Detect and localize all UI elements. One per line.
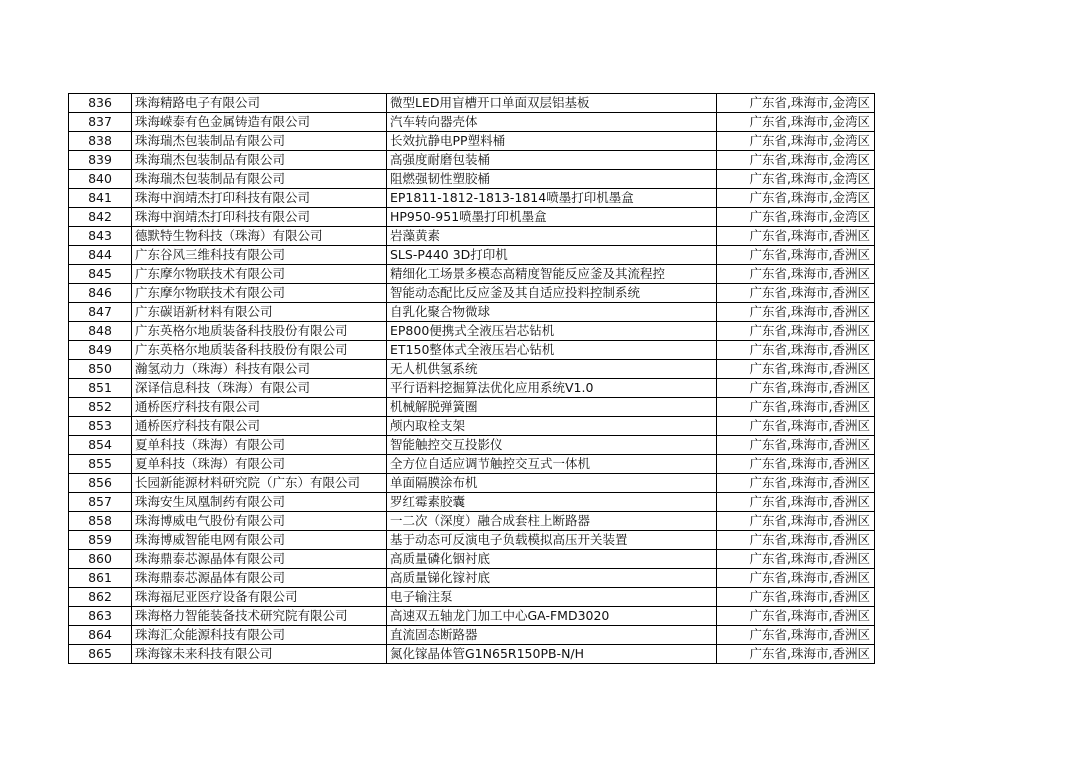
company-name-cell: 珠海博威智能电网有限公司 xyxy=(132,531,387,550)
table-row xyxy=(69,436,875,455)
table-row xyxy=(69,341,875,360)
company-name-cell: 通桥医疗科技有限公司 xyxy=(132,398,387,417)
product-name-cell: 平行语料挖掘算法优化应用系统V1.0 xyxy=(387,379,717,398)
product-name-cell: 氮化镓晶体管G1N65R150PB-N/H xyxy=(387,645,717,664)
region-cell: 广东省,珠海市,香洲区 xyxy=(717,417,875,436)
row-number-cell: 861 xyxy=(69,569,132,588)
table-row xyxy=(69,398,875,417)
row-number-cell: 854 xyxy=(69,436,132,455)
row-number-cell: 859 xyxy=(69,531,132,550)
product-name-cell: 全方位自适应调节触控交互式一体机 xyxy=(387,455,717,474)
table-row xyxy=(69,170,875,189)
product-name-cell: 高质量磷化铟衬底 xyxy=(387,550,717,569)
company-name-cell: 夏单科技（珠海）有限公司 xyxy=(132,455,387,474)
table-row xyxy=(69,626,875,645)
row-number-cell: 865 xyxy=(69,645,132,664)
region-cell: 广东省,珠海市,金湾区 xyxy=(717,170,875,189)
product-name-cell: EP1811-1812-1813-1814喷墨打印机墨盒 xyxy=(387,189,717,208)
table-row xyxy=(69,303,875,322)
product-name-cell: 汽车转向器壳体 xyxy=(387,113,717,132)
company-name-cell: 珠海瑞杰包装制品有限公司 xyxy=(132,151,387,170)
product-name-cell: 高速双五轴龙门加工中心GA-FMD3020 xyxy=(387,607,717,626)
company-name-cell: 深译信息科技（珠海）有限公司 xyxy=(132,379,387,398)
company-name-cell: 珠海嵘泰有色金属铸造有限公司 xyxy=(132,113,387,132)
region-cell: 广东省,珠海市,香洲区 xyxy=(717,398,875,417)
table-row xyxy=(69,113,875,132)
table-row xyxy=(69,284,875,303)
region-cell: 广东省,珠海市,香洲区 xyxy=(717,512,875,531)
row-number-cell: 839 xyxy=(69,151,132,170)
region-cell: 广东省,珠海市,香洲区 xyxy=(717,531,875,550)
row-number-cell: 837 xyxy=(69,113,132,132)
row-number-cell: 863 xyxy=(69,607,132,626)
company-name-cell: 珠海中润靖杰打印科技有限公司 xyxy=(132,189,387,208)
table-row xyxy=(69,493,875,512)
row-number-cell: 845 xyxy=(69,265,132,284)
table-row xyxy=(69,265,875,284)
company-name-cell: 珠海格力智能装备技术研究院有限公司 xyxy=(132,607,387,626)
product-name-cell: 高强度耐磨包装桶 xyxy=(387,151,717,170)
region-cell: 广东省,珠海市,香洲区 xyxy=(717,645,875,664)
company-name-cell: 珠海瑞杰包装制品有限公司 xyxy=(132,132,387,151)
product-name-cell: 长效抗静电PP塑料桶 xyxy=(387,132,717,151)
region-cell: 广东省,珠海市,香洲区 xyxy=(717,227,875,246)
table-row xyxy=(69,132,875,151)
region-cell: 广东省,珠海市,金湾区 xyxy=(717,151,875,170)
region-cell: 广东省,珠海市,香洲区 xyxy=(717,455,875,474)
row-number-cell: 857 xyxy=(69,493,132,512)
company-name-cell: 广东碳语新材料有限公司 xyxy=(132,303,387,322)
table-row xyxy=(69,588,875,607)
region-cell: 广东省,珠海市,金湾区 xyxy=(717,189,875,208)
product-name-cell: SLS-P440 3D打印机 xyxy=(387,246,717,265)
company-name-cell: 珠海鼎泰芯源晶体有限公司 xyxy=(132,550,387,569)
company-name-cell: 广东英格尔地质装备科技股份有限公司 xyxy=(132,341,387,360)
table-row xyxy=(69,417,875,436)
region-cell: 广东省,珠海市,香洲区 xyxy=(717,360,875,379)
row-number-cell: 855 xyxy=(69,455,132,474)
row-number-cell: 852 xyxy=(69,398,132,417)
company-name-cell: 珠海瑞杰包装制品有限公司 xyxy=(132,170,387,189)
table-row xyxy=(69,455,875,474)
row-number-cell: 838 xyxy=(69,132,132,151)
table-row xyxy=(69,208,875,227)
product-name-cell: 颅内取栓支架 xyxy=(387,417,717,436)
row-number-cell: 849 xyxy=(69,341,132,360)
region-cell: 广东省,珠海市,香洲区 xyxy=(717,493,875,512)
table-row xyxy=(69,512,875,531)
region-cell: 广东省,珠海市,香洲区 xyxy=(717,303,875,322)
company-name-cell: 珠海中润靖杰打印科技有限公司 xyxy=(132,208,387,227)
company-name-cell: 夏单科技（珠海）有限公司 xyxy=(132,436,387,455)
product-name-cell: 一二次（深度）融合成套柱上断路器 xyxy=(387,512,717,531)
table-row xyxy=(69,569,875,588)
product-name-cell: 微型LED用盲槽开口单面双层铝基板 xyxy=(387,94,717,113)
table-row xyxy=(69,227,875,246)
product-name-cell: 基于动态可反演电子负载模拟高压开关装置 xyxy=(387,531,717,550)
region-cell: 广东省,珠海市,香洲区 xyxy=(717,341,875,360)
product-name-cell: EP800便携式全液压岩芯钻机 xyxy=(387,322,717,341)
row-number-cell: 846 xyxy=(69,284,132,303)
company-name-cell: 珠海博威电气股份有限公司 xyxy=(132,512,387,531)
product-name-cell: 单面隔膜涂布机 xyxy=(387,474,717,493)
product-name-cell: 机械解脱弹簧圈 xyxy=(387,398,717,417)
company-name-cell: 珠海镓未来科技有限公司 xyxy=(132,645,387,664)
table-row xyxy=(69,246,875,265)
table-row xyxy=(69,550,875,569)
region-cell: 广东省,珠海市,香洲区 xyxy=(717,588,875,607)
table-body xyxy=(69,94,875,664)
table-row xyxy=(69,94,875,113)
product-name-cell: 阻燃强韧性塑胶桶 xyxy=(387,170,717,189)
product-name-cell: 罗红霉素胶囊 xyxy=(387,493,717,512)
region-cell: 广东省,珠海市,香洲区 xyxy=(717,265,875,284)
product-name-cell: 智能触控交互投影仪 xyxy=(387,436,717,455)
region-cell: 广东省,珠海市,香洲区 xyxy=(717,322,875,341)
company-name-cell: 广东摩尔物联技术有限公司 xyxy=(132,265,387,284)
row-number-cell: 843 xyxy=(69,227,132,246)
table-row xyxy=(69,607,875,626)
product-name-cell: 无人机供氢系统 xyxy=(387,360,717,379)
region-cell: 广东省,珠海市,香洲区 xyxy=(717,284,875,303)
region-cell: 广东省,珠海市,香洲区 xyxy=(717,569,875,588)
table-row xyxy=(69,151,875,170)
row-number-cell: 840 xyxy=(69,170,132,189)
company-name-cell: 珠海鼎泰芯源晶体有限公司 xyxy=(132,569,387,588)
product-name-cell: 自乳化聚合物微球 xyxy=(387,303,717,322)
region-cell: 广东省,珠海市,金湾区 xyxy=(717,208,875,227)
row-number-cell: 858 xyxy=(69,512,132,531)
region-cell: 广东省,珠海市,香洲区 xyxy=(717,436,875,455)
region-cell: 广东省,珠海市,香洲区 xyxy=(717,550,875,569)
region-cell: 广东省,珠海市,香洲区 xyxy=(717,626,875,645)
product-name-cell: 智能动态配比反应釜及其自适应投料控制系统 xyxy=(387,284,717,303)
company-name-cell: 珠海福尼亚医疗设备有限公司 xyxy=(132,588,387,607)
row-number-cell: 850 xyxy=(69,360,132,379)
product-name-cell: 电子输注泵 xyxy=(387,588,717,607)
row-number-cell: 836 xyxy=(69,94,132,113)
row-number-cell: 864 xyxy=(69,626,132,645)
company-name-cell: 珠海精路电子有限公司 xyxy=(132,94,387,113)
region-cell: 广东省,珠海市,香洲区 xyxy=(717,379,875,398)
table-row xyxy=(69,360,875,379)
row-number-cell: 860 xyxy=(69,550,132,569)
region-cell: 广东省,珠海市,金湾区 xyxy=(717,132,875,151)
product-table xyxy=(68,93,875,664)
company-name-cell: 瀚氢动力（珠海）科技有限公司 xyxy=(132,360,387,379)
company-name-cell: 广东谷风三维科技有限公司 xyxy=(132,246,387,265)
product-name-cell: ET150整体式全液压岩心钻机 xyxy=(387,341,717,360)
row-number-cell: 847 xyxy=(69,303,132,322)
row-number-cell: 841 xyxy=(69,189,132,208)
company-name-cell: 珠海安生凤凰制药有限公司 xyxy=(132,493,387,512)
region-cell: 广东省,珠海市,金湾区 xyxy=(717,113,875,132)
product-name-cell: 直流固态断路器 xyxy=(387,626,717,645)
product-name-cell: 高质量锑化镓衬底 xyxy=(387,569,717,588)
region-cell: 广东省,珠海市,香洲区 xyxy=(717,607,875,626)
company-name-cell: 珠海汇众能源科技有限公司 xyxy=(132,626,387,645)
region-cell: 广东省,珠海市,香洲区 xyxy=(717,474,875,493)
region-cell: 广东省,珠海市,金湾区 xyxy=(717,94,875,113)
region-cell: 广东省,珠海市,香洲区 xyxy=(717,246,875,265)
company-name-cell: 长园新能源材料研究院（广东）有限公司 xyxy=(132,474,387,493)
table-row xyxy=(69,189,875,208)
table-row xyxy=(69,531,875,550)
company-name-cell: 德默特生物科技（珠海）有限公司 xyxy=(132,227,387,246)
row-number-cell: 856 xyxy=(69,474,132,493)
table-row xyxy=(69,474,875,493)
row-number-cell: 842 xyxy=(69,208,132,227)
product-name-cell: 精细化工场景多模态高精度智能反应釜及其流程控 xyxy=(387,265,717,284)
row-number-cell: 853 xyxy=(69,417,132,436)
product-name-cell: 岩藻黄素 xyxy=(387,227,717,246)
table-row xyxy=(69,379,875,398)
company-name-cell: 通桥医疗科技有限公司 xyxy=(132,417,387,436)
row-number-cell: 848 xyxy=(69,322,132,341)
company-name-cell: 广东英格尔地质装备科技股份有限公司 xyxy=(132,322,387,341)
product-name-cell: HP950-951喷墨打印机墨盒 xyxy=(387,208,717,227)
row-number-cell: 851 xyxy=(69,379,132,398)
row-number-cell: 862 xyxy=(69,588,132,607)
company-name-cell: 广东摩尔物联技术有限公司 xyxy=(132,284,387,303)
table-row xyxy=(69,322,875,341)
table-row xyxy=(69,645,875,664)
row-number-cell: 844 xyxy=(69,246,132,265)
